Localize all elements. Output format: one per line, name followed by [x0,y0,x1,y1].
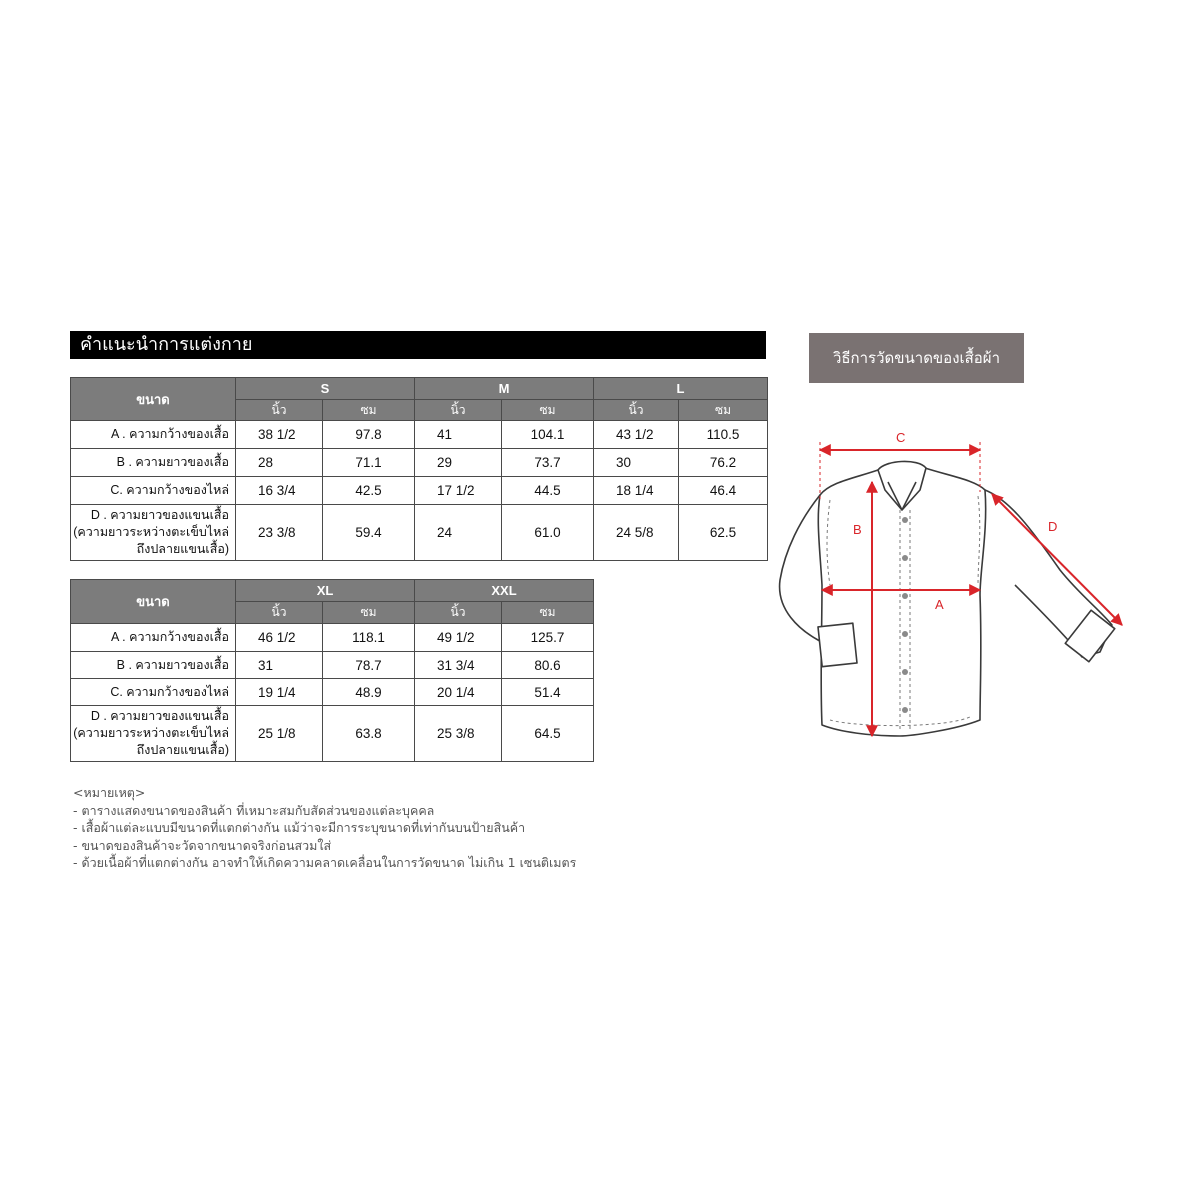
notes [73,784,576,872]
how-to-measure-button[interactable]: วิธีการวัดขนาดของเสื้อผ้า [809,333,1024,383]
row-label-c: C. ความกว้างของไหล่ [71,679,236,706]
table-cell: 41 [415,421,502,449]
label-d: D [1048,519,1058,534]
size-m-header: M [415,378,594,400]
row-label-d-line1: D . ความยาวของแขนเสื้อ [90,508,229,522]
table-cell: 62.5 [679,505,768,561]
note-item: - ด้วยเนื้อผ้าที่แตกต่างกัน อาจทำให้เกิดความคลาดเคลื่อนในการวัดขนาด ไม่เกิน 1 เซนติเมตร [73,855,577,870]
table-cell: 46 1/2 [236,624,323,652]
table-cell: 46.4 [679,477,768,505]
size-table-xl-xxl [70,579,594,762]
row-label-d-line3: ถึงปลายแขนเสื้อ) [136,743,229,757]
table-cell: 23 3/8 [236,505,323,561]
table-cell: 48.9 [323,679,415,706]
table-cell: 44.5 [502,477,594,505]
table-cell: 20 1/4 [415,679,502,706]
table-row [71,505,768,561]
notes-heading: <หมายเหตุ> [73,785,146,800]
label-c: C [896,430,906,445]
table-cell: 71.1 [323,449,415,477]
table-cell: 18 1/4 [594,477,679,505]
size-xl-header: XL [236,580,415,602]
table-cell: 43 1/2 [594,421,679,449]
unit-cm: ซม [323,400,415,421]
table-row [71,421,768,449]
unit-inch: นิ้ว [415,602,502,624]
table-row [71,679,594,706]
table-cell: 51.4 [502,679,594,706]
size-s-header: S [236,378,415,400]
row-label-b: B . ความยาวของเสื้อ [71,652,236,679]
table-cell: 29 [415,449,502,477]
table-cell: 118.1 [323,624,415,652]
table-cell: 78.7 [323,652,415,679]
page-title: คำแนะนำการแต่งกาย [70,331,766,359]
shirt-measurement-diagram [760,420,1140,750]
table-cell: 49 1/2 [415,624,502,652]
table-row [71,449,768,477]
row-label-d-line2: (ความยาวระหว่างตะเข็บไหล่ [73,726,229,740]
table-cell: 25 1/8 [236,706,323,762]
table-cell: 28 [236,449,323,477]
size-table-s-m-l [70,377,768,561]
table-cell: 42.5 [323,477,415,505]
table-cell: 63.8 [323,706,415,762]
table-cell: 59.4 [323,505,415,561]
table-cell: 31 3/4 [415,652,502,679]
table-cell: 30 [594,449,679,477]
table-cell: 31 [236,652,323,679]
unit-inch: นิ้ว [594,400,679,421]
table-cell: 61.0 [502,505,594,561]
label-a: A [935,597,944,612]
size-header: ขนาด [71,580,236,624]
row-label-d [71,706,236,762]
table-cell: 73.7 [502,449,594,477]
table-row [71,624,594,652]
row-label-d [71,505,236,561]
table-cell: 19 1/4 [236,679,323,706]
table-cell: 17 1/2 [415,477,502,505]
unit-cm: ซม [502,400,594,421]
table-cell: 104.1 [502,421,594,449]
unit-inch: นิ้ว [236,602,323,624]
table-cell: 25 3/8 [415,706,502,762]
row-label-c: C. ความกว้างของไหล่ [71,477,236,505]
unit-cm: ซม [323,602,415,624]
note-item: - เสื้อผ้าแต่ละแบบมีขนาดที่แตกต่างกัน แม้ว่าจะมีการระบุขนาดที่เท่ากันบนป้ายสินค้า [73,820,526,835]
table-cell: 38 1/2 [236,421,323,449]
table-row [71,652,594,679]
table-cell: 125.7 [502,624,594,652]
unit-inch: นิ้ว [415,400,502,421]
unit-cm: ซม [502,602,594,624]
unit-cm: ซม [679,400,768,421]
table-cell: 80.6 [502,652,594,679]
row-label-a: A . ความกว้างของเสื้อ [71,624,236,652]
table-cell: 24 5/8 [594,505,679,561]
row-label-a: A . ความกว้างของเสื้อ [71,421,236,449]
table-cell: 16 3/4 [236,477,323,505]
note-item: - ขนาดของสินค้าจะวัดจากขนาดจริงก่อนสวมใส่ [73,837,332,853]
table-cell: 24 [415,505,502,561]
label-b: B [853,522,862,537]
note-item: - ตารางแสดงขนาดของสินค้า ที่เหมาะสมกับสัดส่วนของแต่ละบุคคล [73,802,435,818]
table-row [71,477,768,505]
table-cell: 64.5 [502,706,594,762]
table-cell: 110.5 [679,421,768,449]
size-l-header: L [594,378,768,400]
table-row [71,706,594,762]
table-cell: 97.8 [323,421,415,449]
table-cell: 76.2 [679,449,768,477]
unit-inch: นิ้ว [236,400,323,421]
row-label-b: B . ความยาวของเสื้อ [71,449,236,477]
size-header: ขนาด [71,378,236,421]
row-label-d-line3: ถึงปลายแขนเสื้อ) [136,542,229,556]
row-label-d-line1: D . ความยาวของแขนเสื้อ [90,709,229,723]
row-label-d-line2: (ความยาวระหว่างตะเข็บไหล่ [73,525,229,539]
size-xxl-header: XXL [415,580,594,602]
